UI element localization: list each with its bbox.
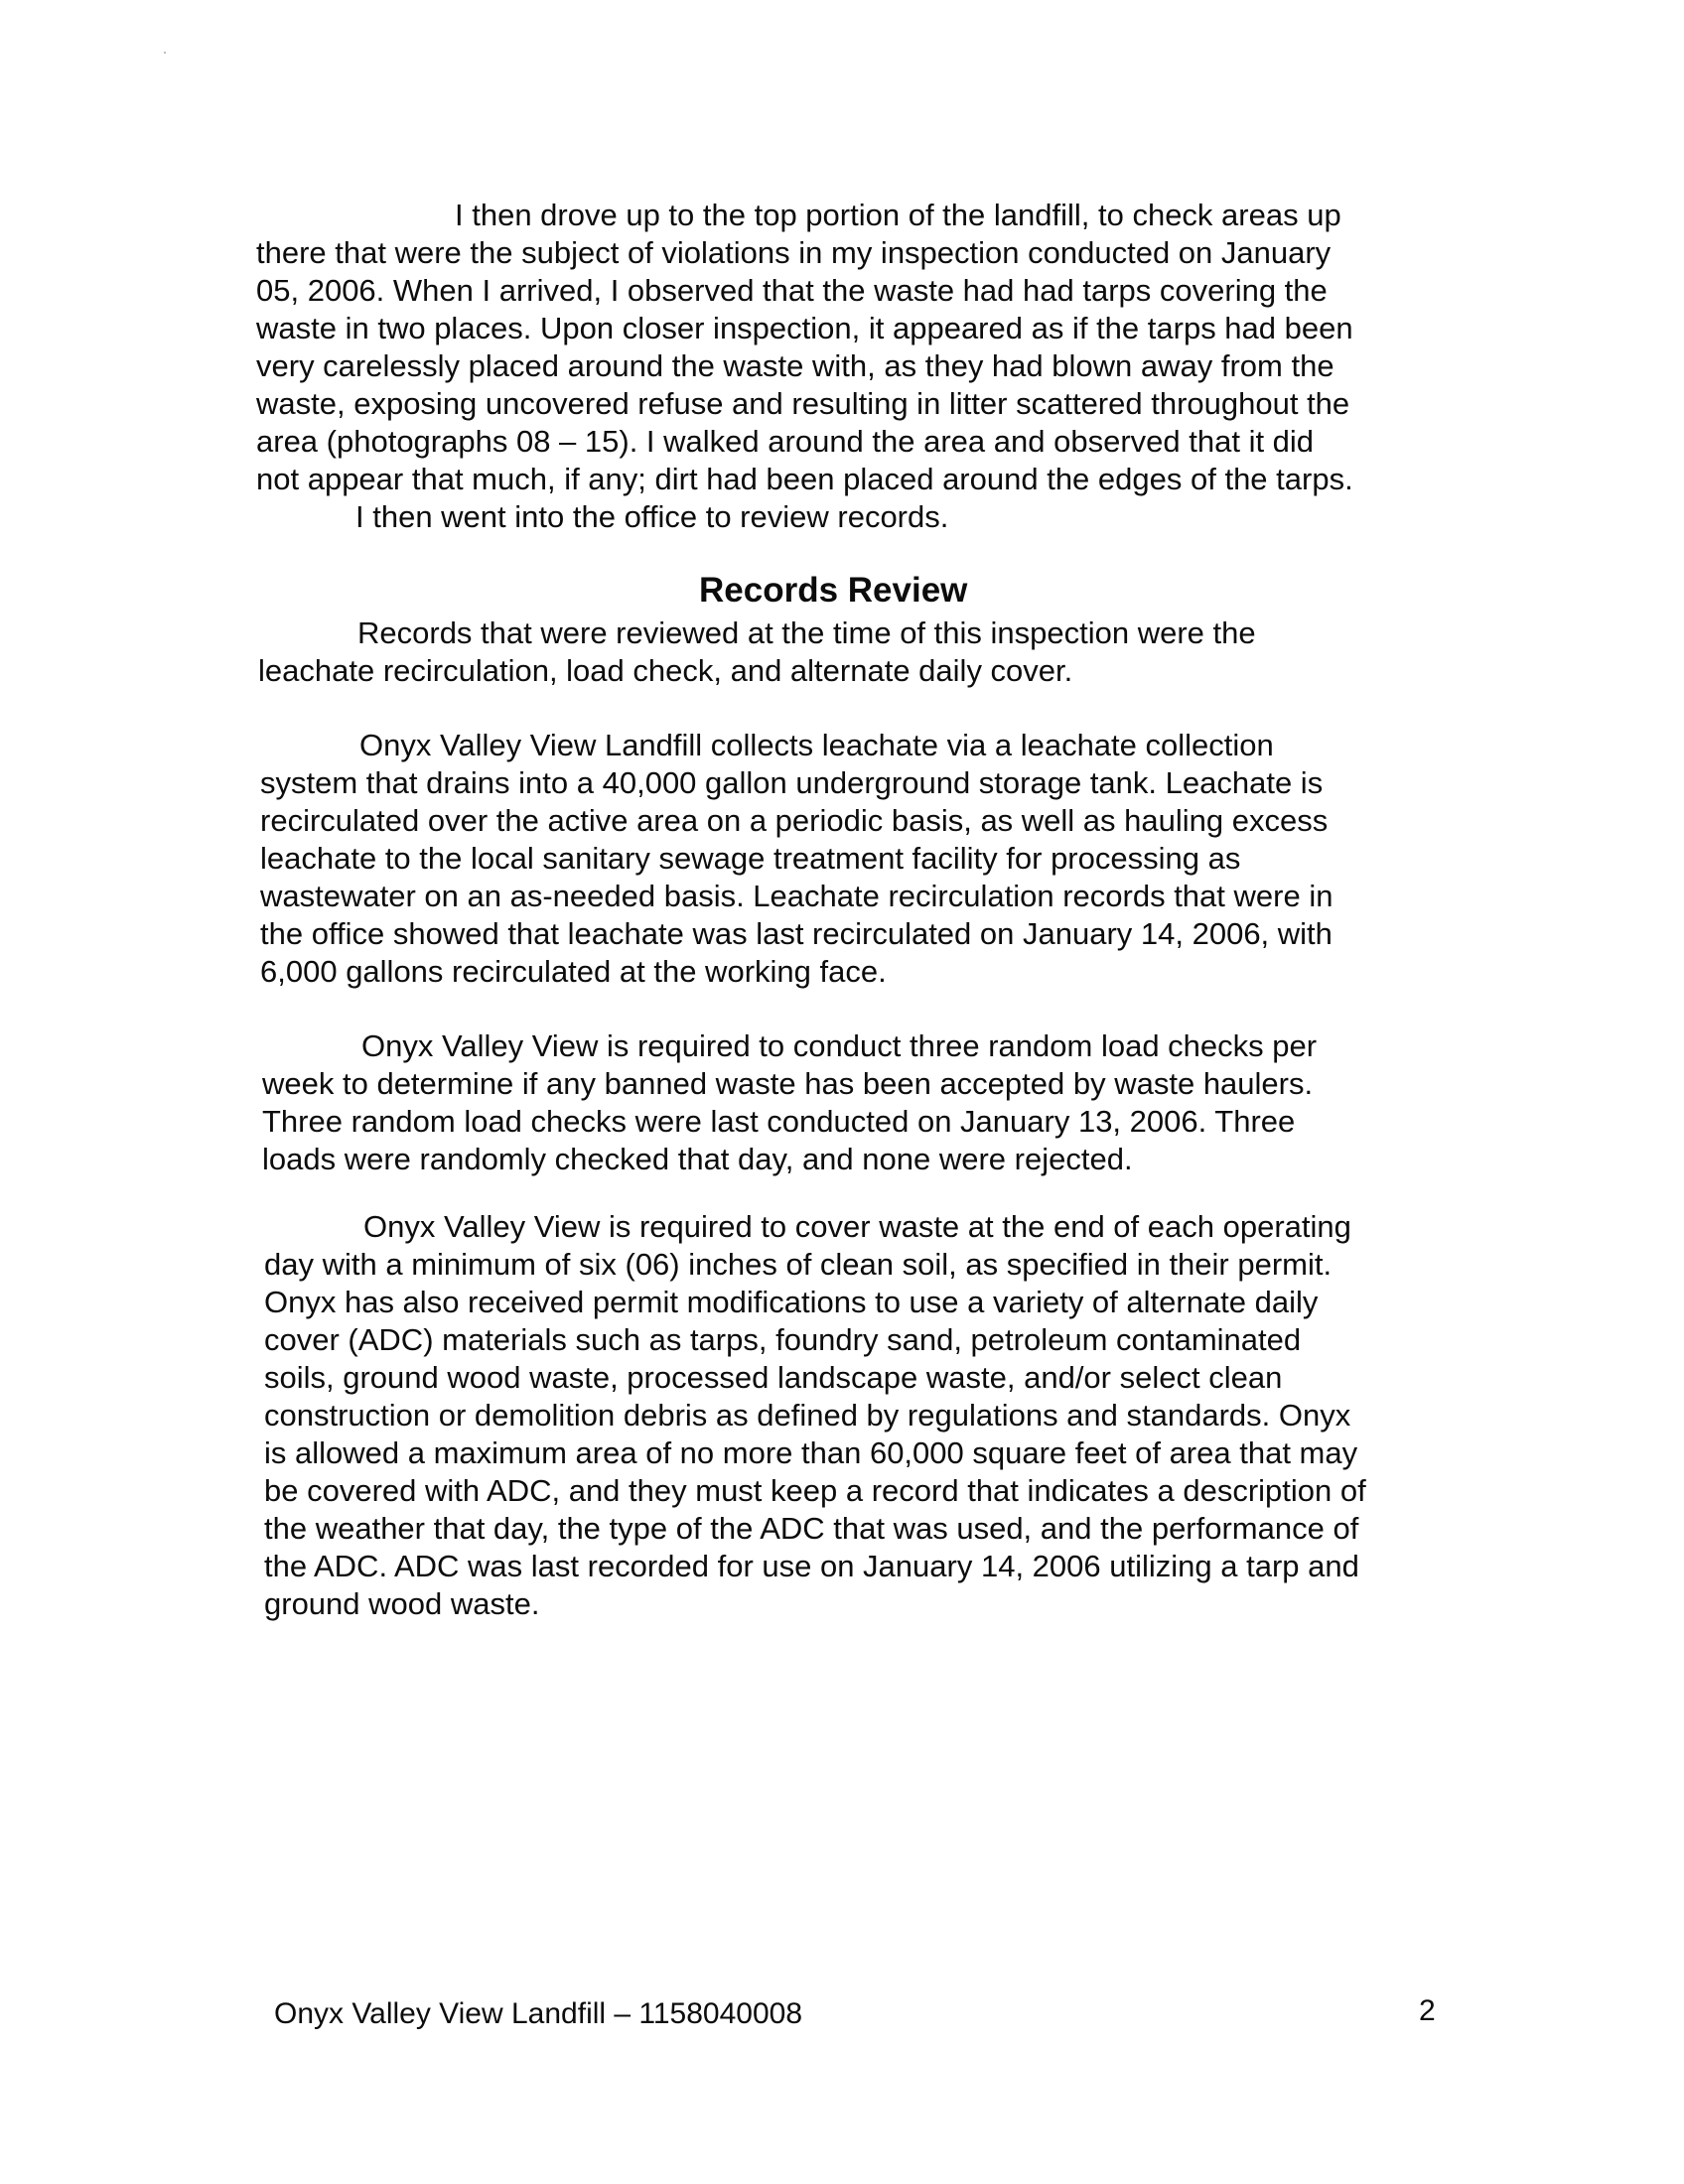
paragraph-3-line-7: 6,000 gallons recirculated at the working face. bbox=[260, 954, 887, 989]
paragraph-2-line-1: Records that were reviewed at the time of this inspection were the bbox=[357, 615, 1256, 650]
paragraph-4-line-2: week to determine if any banned waste has been accepted by waste haulers. bbox=[262, 1066, 1314, 1101]
paragraph-4-line-1: Onyx Valley View is required to conduct three random load checks per bbox=[361, 1028, 1318, 1063]
footer-document-title: Onyx Valley View Landfill – 1158040008 bbox=[274, 1997, 803, 2030]
paragraph-5-line-8: be covered with ADC, and they must keep a record that indicates a description of bbox=[264, 1473, 1366, 1508]
section-heading-records-review: Records Review bbox=[699, 571, 968, 610]
paragraph-2-line-2: leachate recirculation, load check, and alternate daily cover. bbox=[258, 653, 1073, 688]
paragraph-5-line-10: the ADC. ADC was last recorded for use on January 14, 2006 utilizing a tarp and bbox=[264, 1549, 1359, 1583]
paragraph-1-line-1: I then drove up to the top portion of the landfill, to check areas up bbox=[455, 198, 1341, 232]
paragraph-5-line-7: is allowed a maximum area of no more than 60,000 square feet of area that may bbox=[264, 1435, 1358, 1470]
paragraph-1-line-2: there that were the subject of violations in my inspection conducted on January bbox=[256, 235, 1332, 270]
paragraph-3-line-6: the office showed that leachate was last recirculated on January 14, 2006, with bbox=[260, 916, 1333, 951]
paragraph-1-line-5: very carelessly placed around the waste with, as they had blown away from the bbox=[256, 348, 1334, 383]
page-number: 2 bbox=[1419, 1994, 1436, 2027]
paragraph-3-line-4: leachate to the local sanitary sewage treatment facility for processing as bbox=[260, 841, 1241, 876]
paragraph-3-line-1: Onyx Valley View Landfill collects leachate via a leachate collection bbox=[359, 728, 1274, 762]
paragraph-5-line-1: Onyx Valley View is required to cover waste at the end of each operating bbox=[363, 1209, 1351, 1244]
paragraph-5-line-6: construction or demolition debris as defined by regulations and standards. Onyx bbox=[264, 1398, 1351, 1433]
paragraph-1-line-6: waste, exposing uncovered refuse and resulting in litter scattered throughout the bbox=[256, 386, 1350, 421]
paragraph-5-line-4: cover (ADC) materials such as tarps, foundry sand, petroleum contaminated bbox=[264, 1322, 1302, 1357]
paragraph-1-line-3: 05, 2006. When I arrived, I observed that the waste had had tarps covering the bbox=[256, 273, 1328, 308]
scan-speck bbox=[164, 52, 166, 54]
paragraph-1-line-9: I then went into the office to review records. bbox=[355, 499, 949, 534]
paragraph-1-line-8: not appear that much, if any; dirt had been placed around the edges of the tarps. bbox=[256, 462, 1353, 496]
paragraph-4-line-3: Three random load checks were last conducted on January 13, 2006. Three bbox=[262, 1104, 1296, 1139]
paragraph-5-line-11: ground wood waste. bbox=[264, 1586, 540, 1621]
paragraph-5-line-5: soils, ground wood waste, processed landscape waste, and/or select clean bbox=[264, 1360, 1283, 1395]
paragraph-5-line-9: the weather that day, the type of the ADC that was used, and the performance of bbox=[264, 1511, 1359, 1546]
paragraph-5-line-3: Onyx has also received permit modifications to use a variety of alternate daily bbox=[264, 1285, 1319, 1319]
paragraph-5-line-2: day with a minimum of six (06) inches of clean soil, as specified in their permit. bbox=[264, 1247, 1333, 1282]
paragraph-4-line-4: loads were randomly checked that day, and none were rejected. bbox=[262, 1142, 1133, 1176]
paragraph-3-line-3: recirculated over the active area on a periodic basis, as well as hauling excess bbox=[260, 803, 1329, 838]
paragraph-1-line-7: area (photographs 08 – 15). I walked around the area and observed that it did bbox=[256, 424, 1315, 459]
paragraph-1-line-4: waste in two places. Upon closer inspection, it appeared as if the tarps had been bbox=[256, 311, 1353, 345]
paragraph-3-line-5: wastewater on an as-needed basis. Leachate recirculation records that were in bbox=[260, 879, 1333, 913]
paragraph-3-line-2: system that drains into a 40,000 gallon underground storage tank. Leachate is bbox=[260, 765, 1324, 800]
